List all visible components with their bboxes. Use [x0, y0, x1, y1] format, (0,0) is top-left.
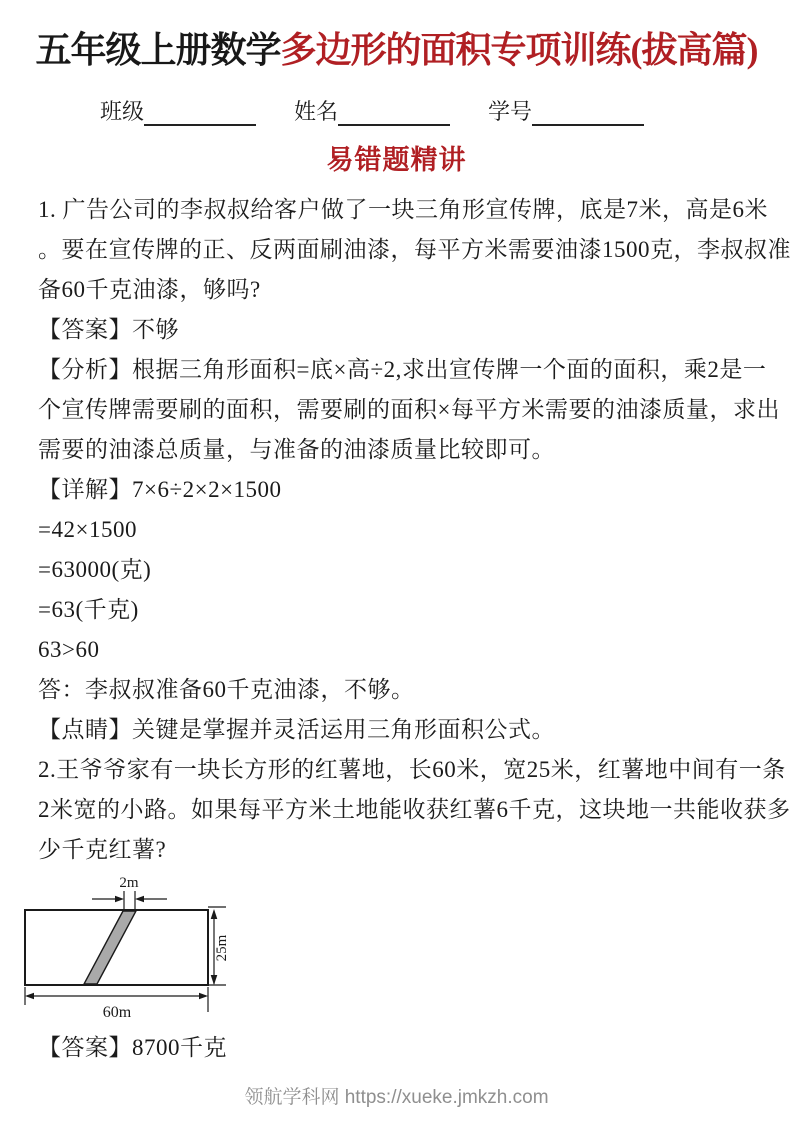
path-width-label: 2m [119, 875, 139, 891]
arrowhead-down-icon [211, 975, 218, 985]
text-line: 2米宽的小路。如果每平方米土地能收获红薯6千克，这块地一共能收获多 [38, 797, 791, 822]
equation-line: =42×1500 [38, 517, 137, 542]
class-field-label: 班级 [100, 99, 145, 124]
tip-line: 【点睛】关键是掌握并灵活运用三角形面积公式。 [38, 717, 555, 742]
name-field-blank [338, 100, 450, 126]
answer-line: 【答案】不够 [38, 317, 179, 342]
arrowhead-left-icon [25, 993, 34, 999]
text-line: 备60千克油漆，够吗? [38, 277, 261, 302]
solution-line: 【详解】7×6÷2×2×1500 [38, 477, 282, 502]
answer2-wrap [0, 1028, 793, 1068]
text-line: 少千克红薯? [38, 837, 167, 862]
equation-line: 63>60 [38, 637, 100, 662]
text-line: 2.王爷爷家有一块长方形的红薯地，长60米，宽25米，红薯地中间有一条 [38, 757, 786, 782]
id-field-blank [532, 100, 644, 126]
id-field-label: 学号 [488, 99, 533, 124]
height-label: 25m [214, 934, 230, 962]
text-line: 。要在宣传牌的正、反两面刷油漆，每平方米需要油漆1500克，李叔叔准 [38, 237, 791, 262]
student-info-row [100, 95, 793, 126]
class-field [100, 95, 256, 126]
class-field-blank [144, 100, 256, 126]
field-diagram [18, 874, 793, 1026]
title-topic-part: 多边形的面积专项训练(拔高篇) [280, 30, 758, 70]
conclusion-line: 答：李叔叔准备60千克油漆，不够。 [38, 677, 415, 702]
id-field [488, 95, 644, 126]
name-field-label: 姓名 [294, 99, 339, 124]
section-heading: 易错题精讲 [326, 145, 467, 175]
equation-line: =63000(克) [38, 557, 152, 582]
worksheet-body [0, 190, 793, 870]
worksheet-page [0, 22, 793, 1109]
arrowhead-left-icon [135, 896, 144, 902]
analysis-line: 需要的油漆总质量，与准备的油漆质量比较即可。 [38, 437, 555, 462]
analysis-line: 个宣传牌需要刷的面积，需要刷的面积×每平方米需要的油漆质量，求出 [38, 397, 780, 422]
field-diagram-svg [18, 874, 258, 1026]
answer-line: 【答案】8700千克 [38, 1035, 227, 1060]
name-field [294, 95, 450, 126]
arrowhead-right-icon [199, 993, 208, 999]
equation-line: =63(千克) [38, 597, 139, 622]
arrowhead-right-icon [115, 896, 124, 902]
arrowhead-up-icon [211, 909, 218, 919]
page-title [0, 22, 793, 73]
analysis-line: 【分析】根据三角形面积=底×高÷2,求出宣传牌一个面的面积，乘2是一 [38, 357, 767, 382]
title-course-part: 五年级上册数学 [35, 30, 281, 70]
width-label: 60m [102, 1004, 132, 1021]
watermark: 领航学科网 https://xueke.jmkzh.com [244, 1087, 549, 1108]
text-line: 1. 广告公司的李叔叔给客户做了一块三角形宣传牌，底是7米，高是6米 [38, 197, 768, 222]
